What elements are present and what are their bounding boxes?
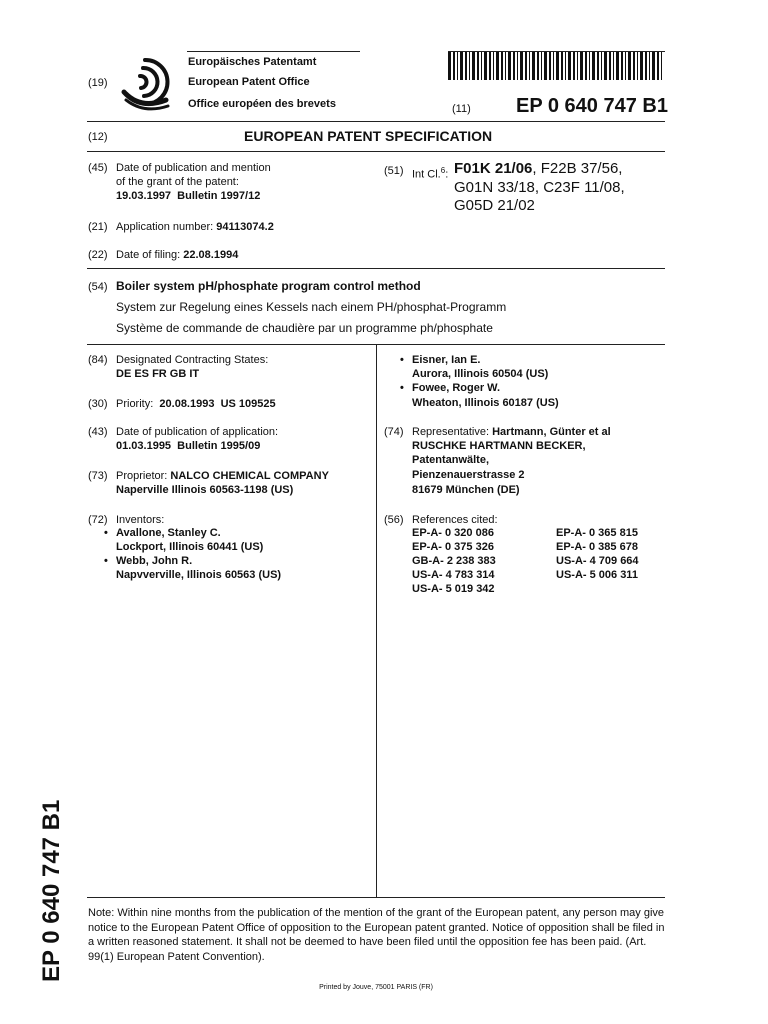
- title-en: Boiler system pH/phosphate program control method: [116, 279, 421, 293]
- application-label: Application number:: [116, 221, 214, 233]
- barcode-bar: [565, 52, 566, 80]
- barcode-bar: [652, 52, 655, 80]
- barcode-bar: [589, 52, 590, 80]
- reference-item: EP-A- 0 385 678: [556, 541, 638, 553]
- rule-2: [87, 151, 665, 152]
- grant-label-line1: Date of publication and mention: [116, 162, 271, 174]
- inventor-name: • Webb, John R.: [116, 554, 192, 568]
- representative-line1: [412, 425, 611, 439]
- barcode-bar: [465, 52, 467, 80]
- barcode-bar: [561, 52, 563, 80]
- barcode-bar: [556, 52, 559, 80]
- reference-item: US-A- 4 709 664: [556, 555, 639, 567]
- filing-value: 22.08.1994: [183, 249, 239, 261]
- inventors-code: (72): [88, 514, 108, 526]
- document-type-title: EUROPEAN PATENT SPECIFICATION: [244, 128, 493, 144]
- barcode-bar: [469, 52, 470, 80]
- office-name-de: Europäisches Patentamt: [188, 56, 317, 68]
- priority-label: Priority:: [116, 398, 154, 410]
- classification-rest: , F22B 37/56,: [532, 160, 623, 177]
- inventor-name: • Avallone, Stanley C.: [116, 526, 221, 540]
- publication-number: EP 0 640 747 B1: [516, 95, 668, 117]
- barcode-bar: [657, 52, 659, 80]
- inventor-name: • Fowee, Roger W.: [412, 381, 500, 395]
- barcode-bar: [496, 52, 499, 80]
- classification-line3: G05D 21/02: [454, 197, 535, 214]
- application-code: (21): [88, 221, 108, 233]
- representative-name: Hartmann, Günter et al: [492, 426, 611, 438]
- references-label: References cited:: [412, 514, 498, 526]
- barcode-bar: [544, 52, 547, 80]
- header-top-rule: [187, 51, 360, 52]
- rule-1: [87, 121, 665, 122]
- representative-line4: Pienzenauerstrasse 2: [412, 469, 525, 481]
- app-publication-value: 01.03.1995 Bulletin 1995/09: [116, 440, 261, 452]
- barcode-bar: [625, 52, 626, 80]
- reference-item: EP-A- 0 320 086: [412, 527, 494, 539]
- barcode-bar: [633, 52, 635, 80]
- barcode-bar: [513, 52, 515, 80]
- barcode-icon: [448, 52, 665, 80]
- barcode-bar: [508, 52, 511, 80]
- references-code: (56): [384, 514, 404, 526]
- proprietor-line: [116, 469, 329, 483]
- reference-item: EP-A- 0 365 815: [556, 527, 638, 539]
- barcode-bar: [453, 52, 455, 80]
- barcode-bar: [537, 52, 539, 80]
- classification-label-sup: 6: [440, 166, 446, 175]
- grant-value: 19.03.1997 Bulletin 1997/12: [116, 190, 261, 202]
- inventor-address: Wheaton, Illinois 60187 (US): [412, 397, 559, 409]
- barcode-bar: [481, 52, 482, 80]
- barcode-bar: [501, 52, 503, 80]
- inventors-label: Inventors:: [116, 514, 165, 526]
- barcode-bar: [601, 52, 602, 80]
- barcode-bar: [489, 52, 491, 80]
- barcode-bar: [493, 52, 494, 80]
- office-name-fr: Office européen des brevets: [188, 98, 336, 110]
- app-publication-label: Date of publication of application:: [116, 426, 279, 438]
- reference-item: US-A- 5 006 311: [556, 569, 638, 581]
- barcode-bar: [505, 52, 506, 80]
- barcode-bar: [472, 52, 475, 80]
- classification-label: Int Cl.$^6$:: [412, 166, 449, 181]
- printer-line: Printed by Jouve, 75001 PARIS (FR): [319, 984, 433, 991]
- barcode-bar: [604, 52, 607, 80]
- priority-value: 20.08.1993 US 109525: [159, 398, 276, 410]
- classification-primary: F01K 21/06: [454, 160, 533, 177]
- representative-label: Representative:: [412, 426, 490, 438]
- reference-item: EP-A- 0 375 326: [412, 541, 494, 553]
- inventor-address: Aurora, Illinois 60504 (US): [412, 368, 549, 380]
- barcode-bar: [577, 52, 578, 80]
- representative-code: (74): [384, 426, 404, 438]
- barcode-bar: [585, 52, 587, 80]
- reference-item: US-A- 4 783 314: [412, 569, 495, 581]
- states-code: (84): [88, 354, 108, 366]
- barcode-bar: [649, 52, 650, 80]
- application-line: [116, 220, 274, 234]
- epo-logo-icon: [118, 54, 176, 112]
- grant-code: (45): [88, 162, 108, 174]
- barcode-bar: [609, 52, 611, 80]
- barcode-bar: [613, 52, 614, 80]
- rule-3: [87, 268, 665, 269]
- title-code: (54): [88, 281, 108, 293]
- barcode-bar: [477, 52, 479, 80]
- barcode-bar: [592, 52, 595, 80]
- side-publication-number: [28, 799, 76, 982]
- barcode-bar: [553, 52, 554, 80]
- application-value: 94113074.2: [216, 221, 274, 233]
- office-name-en: European Patent Office: [188, 76, 310, 88]
- reference-item: GB-A- 2 238 383: [412, 555, 496, 567]
- inventor-address: Napvverville, Illinois 60563 (US): [116, 569, 282, 581]
- office-code: (19): [88, 77, 108, 89]
- title-de: System zur Regelung eines Kessels nach einem PH/phosphat-Programm: [116, 300, 507, 314]
- app-publication-code: (43): [88, 426, 108, 438]
- reference-item: US-A- 5 019 342: [412, 583, 495, 595]
- classification-label-text: Int Cl.: [412, 168, 441, 181]
- proprietor-label: Proprietor:: [116, 470, 168, 482]
- barcode-bar: [517, 52, 518, 80]
- inventor-address: Lockport, Illinois 60441 (US): [116, 541, 264, 553]
- barcode-bar: [541, 52, 542, 80]
- priority-line: [116, 397, 276, 411]
- classification-line1: [454, 159, 622, 178]
- filing-line: [116, 248, 238, 262]
- classification-line2: G01N 33/18, C23F 11/08,: [454, 179, 625, 196]
- barcode-bar: [457, 52, 458, 80]
- barcode-bar: [628, 52, 631, 80]
- title-fr: Système de commande de chaudière par un programme ph/phosphate: [116, 321, 493, 335]
- proprietor-code: (73): [88, 470, 108, 482]
- filing-label: Date of filing:: [116, 249, 181, 261]
- barcode-bar: [597, 52, 599, 80]
- barcode-bar: [460, 52, 463, 80]
- grant-label-line2: of the grant of the patent:: [116, 176, 239, 188]
- barcode-bar: [580, 52, 583, 80]
- barcode-bar: [637, 52, 638, 80]
- representative-line5: 81679 München (DE): [412, 484, 520, 496]
- barcode-bar: [484, 52, 487, 80]
- barcode-bar: [525, 52, 527, 80]
- barcode-bar: [520, 52, 523, 80]
- barcode-bar: [616, 52, 619, 80]
- proprietor-name: NALCO CHEMICAL COMPANY: [170, 470, 329, 482]
- publication-code: (11): [452, 103, 471, 115]
- opposition-note: Note: Within nine months from the publication of the mention of the grant of the European patent, any person may give notice to the European Patent Office of opposition to the European patent granted. Notice of opposition shall be filed in a written reasoned statement. It shall not be deemed to have been filed until the opposition fee has been paid. (Art. 99(1) European Patent Convention).: [88, 907, 665, 963]
- document-type-code: (12): [88, 131, 108, 143]
- barcode-bar: [573, 52, 575, 80]
- states-label: Designated Contracting States:: [116, 354, 269, 366]
- states-value: DE ES FR GB IT: [116, 368, 200, 380]
- barcode-bar: [645, 52, 647, 80]
- priority-code: (30): [88, 398, 108, 410]
- classification-code: (51): [384, 165, 404, 177]
- barcode-bar: [568, 52, 571, 80]
- rule-5: [87, 897, 665, 898]
- column-divider: [376, 345, 377, 897]
- barcode-bar: [549, 52, 551, 80]
- barcode-bar: [661, 52, 662, 80]
- barcode-bar: [532, 52, 535, 80]
- barcode-bar: [529, 52, 530, 80]
- barcode-bar: [621, 52, 623, 80]
- side-publication-text: EP 0 640 747 B1: [38, 799, 65, 982]
- barcode-bar: [448, 52, 451, 80]
- inventor-name: • Eisner, Ian E.: [412, 353, 480, 367]
- barcode-bar: [640, 52, 643, 80]
- proprietor-address: Naperville Illinois 60563-1198 (US): [116, 484, 294, 496]
- representative-line3: Patentanwälte,: [412, 454, 490, 466]
- representative-line2: RUSCHKE HARTMANN BECKER,: [412, 440, 586, 452]
- filing-code: (22): [88, 249, 108, 261]
